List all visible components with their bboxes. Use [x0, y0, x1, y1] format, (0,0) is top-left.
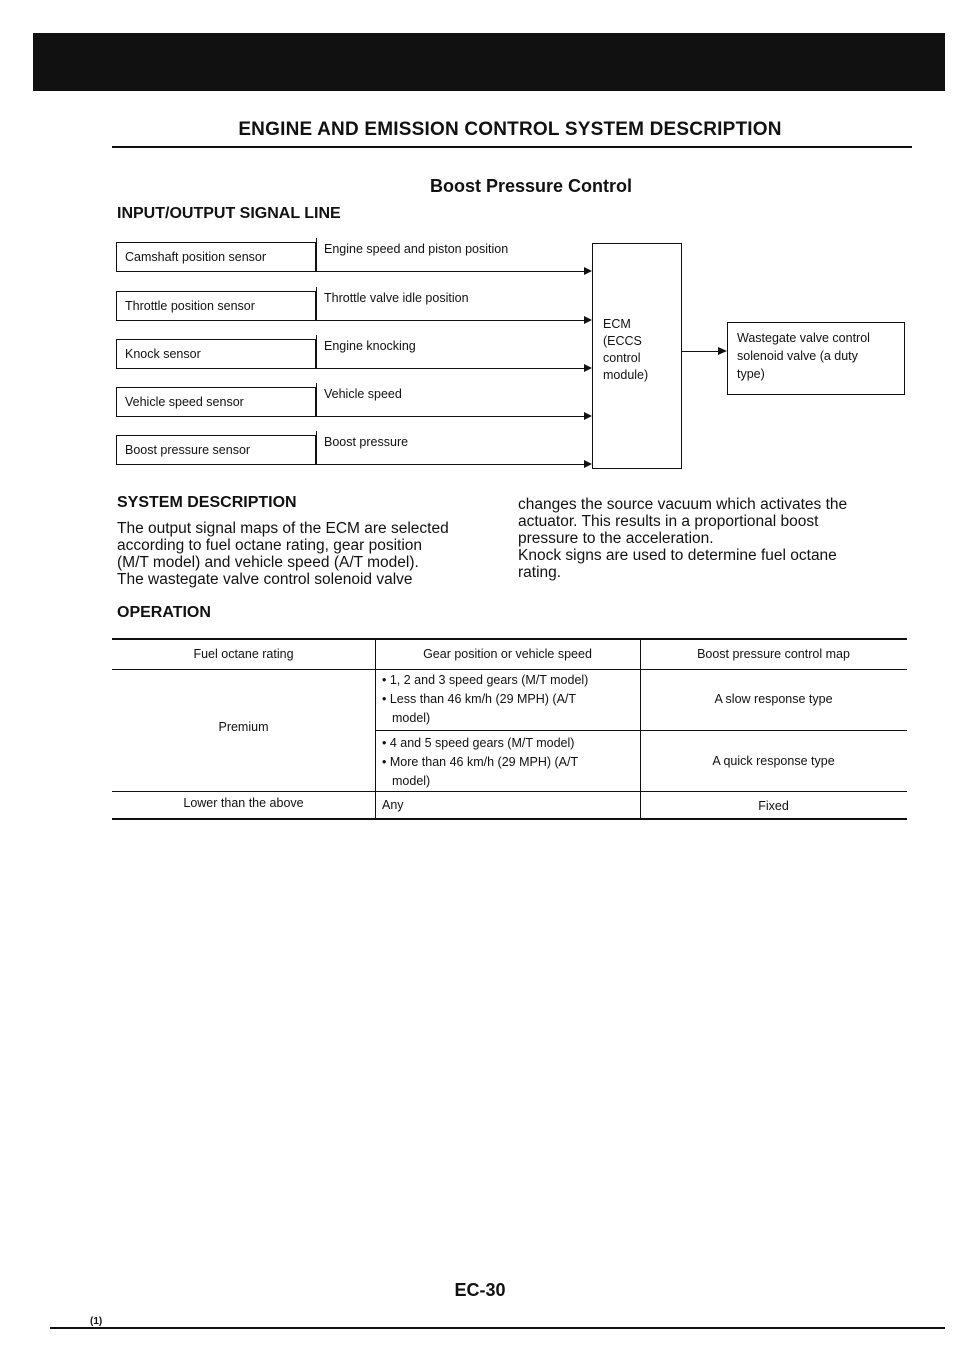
page-number: EC-30	[454, 1280, 506, 1300]
output-label-line: type)	[737, 367, 765, 381]
signal-label: Throttle valve idle position	[324, 291, 469, 305]
output-line	[682, 351, 722, 352]
gear-line: • Less than 46 km/h (29 MPH) (A/T	[382, 692, 577, 706]
header-banner	[33, 33, 945, 91]
cell-row2-gear	[382, 734, 578, 791]
gear-line: • 4 and 5 speed gears (M/T model)	[382, 736, 575, 750]
footer-mark: (1)	[90, 1316, 103, 1327]
signal-line-boost-pressure	[316, 435, 592, 465]
signal-label: Vehicle speed	[324, 387, 402, 401]
signal-line-knock	[316, 339, 592, 369]
sensor-knock: Knock sensor	[116, 339, 316, 369]
output-arrow-icon	[718, 347, 727, 355]
footer-rule	[50, 1327, 945, 1329]
gear-line: model)	[392, 711, 431, 725]
signal-label: Engine knocking	[324, 339, 416, 353]
signal-label: Boost pressure	[324, 435, 409, 449]
text-line: changes the source vacuum which activates the	[518, 496, 848, 513]
cell-row1-map: A slow response type	[714, 692, 833, 706]
text-line: The output signal maps of the ECM are selected	[117, 520, 449, 537]
sensor-throttle: Throttle position sensor	[116, 291, 316, 321]
text-line: The wastegate valve control solenoid valve	[117, 571, 413, 588]
cell-row3-gear: Any	[382, 798, 404, 812]
signal-line-camshaft	[316, 242, 592, 272]
signal-label: Engine speed and piston position	[324, 242, 509, 256]
gear-line: • 1, 2 and 3 speed gears (M/T model)	[382, 673, 589, 687]
system-text-left	[117, 520, 449, 588]
ecm-label-line: ECM	[603, 317, 631, 331]
system-description-heading: SYSTEM DESCRIPTION	[117, 494, 297, 511]
column-header-gear: Gear position or vehicle speed	[423, 647, 592, 661]
page-title: ENGINE AND EMISSION CONTROL SYSTEM DESCRIPTION	[238, 119, 782, 140]
text-line: (M/T model) and vehicle speed (A/T model).	[117, 554, 419, 571]
signal-line-throttle	[316, 291, 592, 321]
sensor-boost-pressure: Boost pressure sensor	[116, 435, 316, 465]
cell-premium: Premium	[218, 720, 269, 734]
ecm-label-line: control	[603, 351, 641, 365]
cell-row3-map: Fixed	[758, 799, 789, 813]
text-line: pressure to the acceleration.	[518, 530, 714, 547]
column-header-map: Boost pressure control map	[697, 647, 850, 661]
ecm-label-line: module)	[603, 368, 649, 382]
text-line: actuator. This results in a proportional boost	[518, 513, 819, 530]
text-line: according to fuel octane rating, gear position	[117, 537, 423, 554]
ecm-label-line: (ECCS	[603, 334, 642, 348]
cell-row3-fuel: Lower than the above	[183, 796, 304, 810]
gear-line: model)	[392, 774, 431, 788]
sensor-vehicle-speed: Vehicle speed sensor	[116, 387, 316, 417]
wastegate-box	[727, 322, 905, 395]
cell-row2-map: A quick response type	[712, 754, 835, 768]
system-text-right	[518, 496, 847, 581]
output-label-line: Wastegate valve control	[737, 331, 870, 345]
signal-line-vehicle-speed	[316, 387, 592, 417]
operation-table	[112, 638, 907, 820]
gear-line: • More than 46 km/h (29 MPH) (A/T	[382, 755, 579, 769]
column-header-fuel: Fuel octane rating	[193, 647, 294, 661]
title-divider	[112, 146, 912, 148]
text-line: Knock signs are used to determine fuel octane	[518, 547, 837, 564]
ecm-box	[592, 243, 682, 469]
text-line: rating.	[518, 564, 562, 581]
operation-heading: OPERATION	[117, 604, 211, 621]
io-heading: INPUT/OUTPUT SIGNAL LINE	[117, 205, 341, 222]
sensor-camshaft: Camshaft position sensor	[116, 242, 316, 272]
output-label-line: solenoid valve (a duty	[737, 349, 858, 363]
section-title: Boost Pressure Control	[430, 176, 633, 196]
cell-row1-gear	[382, 671, 588, 728]
